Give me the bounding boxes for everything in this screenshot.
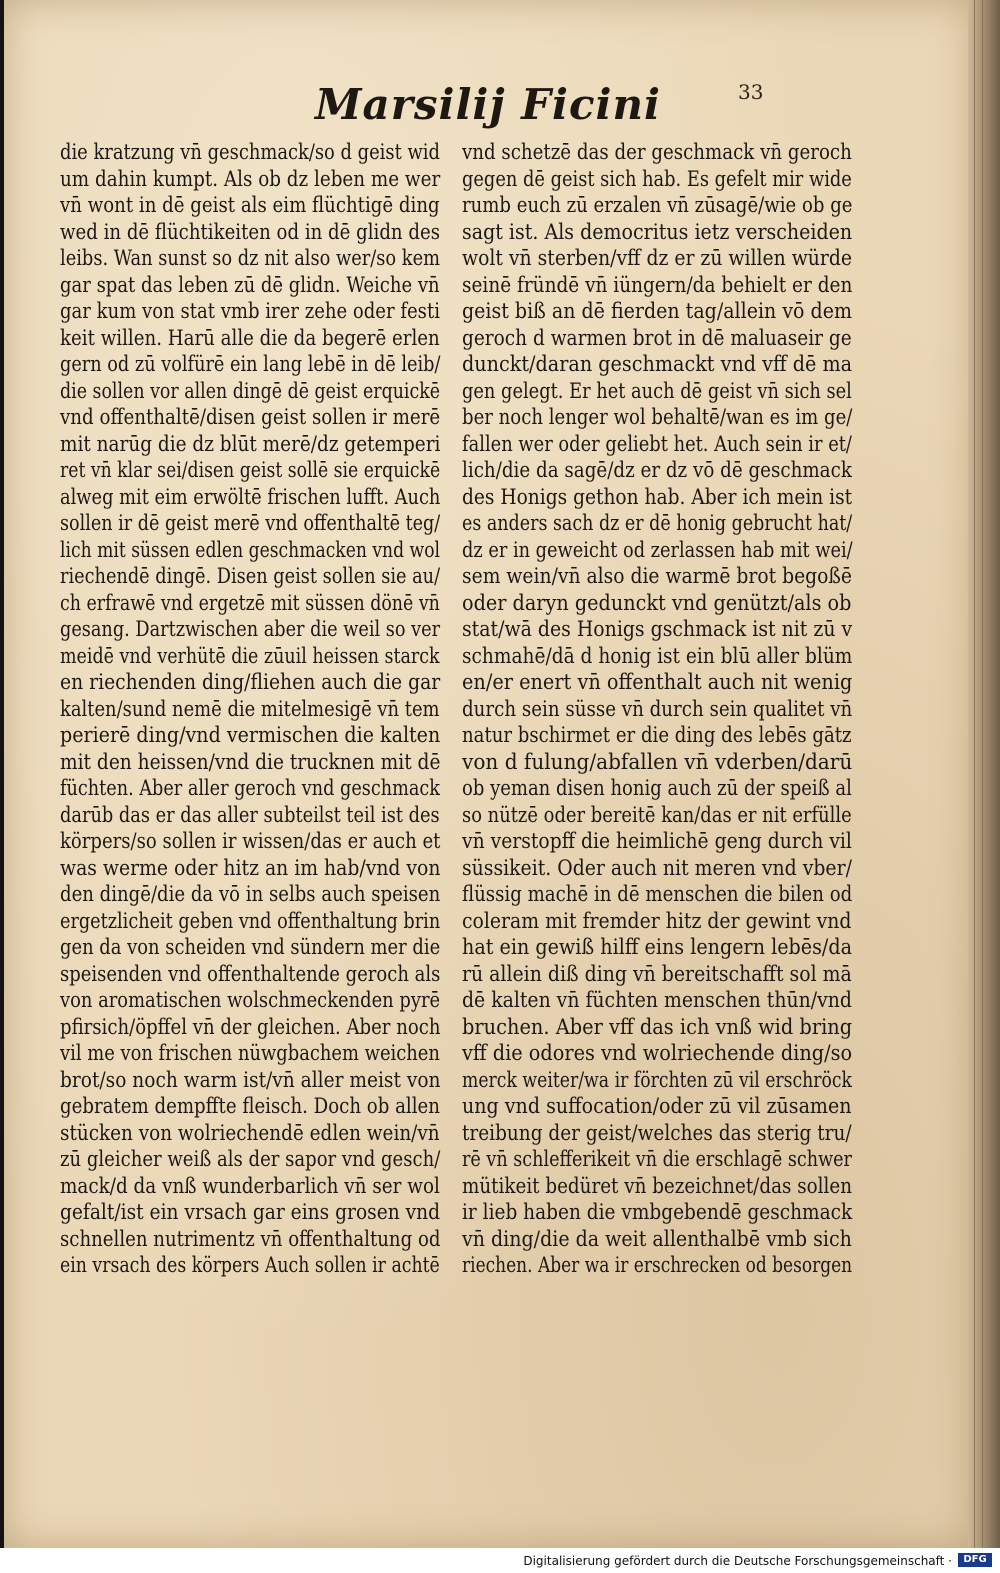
text-line: merck weiter/wa ir förchten zū vil erschröck (462, 1067, 853, 1093)
text-line: darūb das er das aller subteilst teil ist des (60, 802, 440, 828)
text-line: vff die odores vnd wolriechende ding/so (462, 1041, 853, 1066)
text-line: treibung der geist/welches das sterig tru/ (462, 1120, 852, 1146)
text-line: gern od zū volfürē ein lang lebē in dē leib/ (60, 352, 441, 377)
text-line: riechen. Aber wa ir erschrecken od besorgen (462, 1253, 853, 1278)
funding-notice: Digitalisierung gefördert durch die Deutsche Forschungsgemeinschaft · (523, 1554, 952, 1568)
text-line: leibs. Wan sunst so dz nit also wer/so kem (60, 246, 441, 271)
footer-bar (0, 1548, 1000, 1573)
text-line: die sollen vor allen dingē dē geist erquickē (60, 378, 441, 404)
text-line: von aromatischen wolschmeckenden pyrē (60, 988, 441, 1013)
text-line: sem wein/vn̄ also die warmē brot begoßē (462, 564, 853, 589)
text-line: stücken von wolriechendē edlen wein/vn̄ (60, 1120, 440, 1146)
text-line: rumb euch zū erzalen vn̄ zūsagē/wie ob ge (462, 193, 853, 218)
text-line: füchten. Aber aller geroch vnd geschmack (60, 776, 440, 801)
text-line: speisenden vnd offenthaltende geroch als (60, 961, 441, 987)
text-line: süssikeit. Oder auch nit meren vnd vber/ (462, 855, 852, 881)
text-line: natur bschirmet er die ding des lebēs gātz (462, 723, 852, 748)
text-line: coleram mit fremder hitz der gewint vnd (462, 908, 852, 934)
text-line: ein vrsach des körpers Auch sollen ir achtē (60, 1253, 440, 1278)
text-line: alweg mit eim erwöltē frischen lufft. Auch (60, 484, 441, 510)
text-line: en/er enert vn̄ offenthalt auch nit wenig (462, 670, 853, 695)
text-line: lich mit süssen edlen geschmacken vnd wol (60, 537, 441, 563)
text-line: was werme oder hitz an im hab/vnd von (60, 855, 441, 881)
text-line: rē vn̄ schlefferikeit vn̄ die erschlagē schwer (462, 1147, 852, 1172)
text-line: zū gleicher weiß als der sapor vnd gesch/ (60, 1147, 441, 1172)
text-line: ch erfrawē vnd ergetzē mit süssen dönē vn̄ (60, 590, 440, 616)
text-line: dunckt/daran geschmackt vnd vff dē ma (462, 352, 853, 377)
text-line: gar spat das leben zū dē glidn. Weiche vn̄ (60, 272, 440, 298)
text-line: sagt ist. Als democritus ietz verscheiden (462, 219, 853, 245)
book-page (4, 0, 972, 1548)
text-line: riechendē dingē. Disen geist sollen sie au/ (60, 564, 441, 589)
text-line: seinē fründē vn̄ iüngern/da behielt er den (462, 272, 853, 298)
text-line: wolt vn̄ sterben/vff dz er zū willen würde (462, 246, 853, 271)
text-line: vn̄ wont in dē geist als eim flüchtigē ding (60, 193, 440, 218)
text-line: stat/wā des Honigs gschmack ist nit zū v (462, 617, 853, 642)
text-line: geist biß an dē fierden tag/allein vō dem (462, 299, 852, 324)
text-line: vil me von frischen nüwgbachem weichen (60, 1041, 440, 1066)
text-column-right (462, 140, 852, 1280)
text-line: mit den heissen/vnd die trucknen mit dē (60, 749, 441, 775)
text-line: vnd offenthaltē/disen geist sollen ir merē (60, 405, 441, 430)
text-line: lich/die da sagē/dz er dz vō dē geschmack (462, 458, 852, 483)
text-line: pfirsich/öpffel vn̄ der gleichen. Aber noch (60, 1014, 441, 1040)
text-line: gebratem dempffte fleisch. Doch ob allen (60, 1094, 440, 1119)
text-line: vn̄ verstopff die heimlichē geng durch vil (462, 829, 852, 854)
text-line: durch sein süsse vn̄ durch sein qualitet vn̄ (462, 696, 853, 722)
text-line: oder daryn gedunckt vnd genützt/als ob (462, 590, 852, 616)
text-line: flüssig machē in dē menschen die bilen od (462, 882, 853, 907)
running-title: Marsilij Ficini (315, 80, 661, 129)
text-line: rū allein diß ding vn̄ bereitschafft sol mā (462, 961, 852, 987)
text-line: dē kalten vn̄ füchten menschen thūn/vnd (462, 988, 852, 1013)
text-column-left (60, 140, 440, 1280)
text-line: körpers/so sollen ir wissen/das er auch et (60, 829, 441, 854)
text-line: mütikeit bedüret vn̄ bezeichnet/das sollen (462, 1173, 853, 1199)
text-line: gen da von scheiden vnd sündern mer die (60, 935, 441, 960)
text-line: keit willen. Harū alle die da begerē erlen (60, 325, 440, 351)
text-line: ir lieb haben die vmbgebendē geschmack (462, 1200, 853, 1225)
text-line: schmahē/dā d honig ist ein blū aller blüm (462, 643, 853, 669)
text-line: geroch d warmen brot in dē maluaseir ge (462, 325, 852, 351)
text-line: den dingē/die da vō in selbs auch speisen (60, 882, 441, 907)
text-line: so nützē oder bereitē kan/das er nit erfülle (462, 802, 852, 828)
text-line: gefalt/ist ein vrsach gar eins grosen vnd (60, 1200, 441, 1225)
text-line: gar kum von stat vmb irer zehe oder festi (60, 299, 440, 324)
text-line: ob yeman disen honig auch zū der speiß al (462, 776, 852, 801)
text-line: von d fulung/abfallen vn̄ vderben/darū (462, 749, 853, 775)
text-line: kalten/sund nemē die mitelmesigē vn̄ tem (60, 696, 440, 722)
text-line: ret vn̄ klar sei/disen geist sollē sie erquickē (60, 458, 441, 483)
text-line: gesang. Dartzwischen aber die weil so ver (60, 617, 441, 642)
text-line: mit narūg die dz blūt merē/dz getemperi (60, 431, 441, 457)
text-line: en riechenden ding/fliehen auch die gar (60, 670, 441, 695)
text-line: um dahin kumpt. Als ob dz leben me wer (60, 166, 441, 192)
text-line: gegen dē geist sich hab. Es gefelt mir wide (462, 166, 852, 192)
text-line: vn̄ ding/die da weit allenthalbē vmb sich (462, 1226, 852, 1252)
text-line: ergetzlicheit geben vnd offenthaltung brin (60, 908, 441, 934)
text-line: es anders sach dz er dē honig gebrucht hat/ (462, 511, 853, 536)
folio-number: 33 (738, 80, 764, 104)
text-line: die kratzung vn̄ geschmack/so d geist wid (60, 140, 440, 165)
text-line: schnellen nutrimentz vn̄ offenthaltung od (60, 1226, 441, 1252)
dfg-logo: DFG (958, 1553, 992, 1567)
text-line: perierē ding/vnd vermischen die kalten (60, 723, 441, 748)
text-line: brot/so noch warm ist/vn̄ aller meist von (60, 1067, 441, 1093)
text-line: des Honigs gethon hab. Aber ich mein ist (462, 484, 853, 510)
text-line: fallen wer oder geliebt het. Auch sein ir et/ (462, 431, 852, 457)
text-line: ung vnd suffocation/oder zū vil zūsamen (462, 1094, 852, 1119)
page-edge (968, 0, 1000, 1548)
text-line: gen gelegt. Er het auch dē geist vn̄ sich sel (462, 378, 852, 404)
text-line: vnd schetzē das der geschmack vn̄ geroch (462, 140, 852, 165)
text-line: bruchen. Aber vff das ich vnß wid bring (462, 1014, 853, 1040)
text-line: dz er in geweicht od zerlassen hab mit wei/ (462, 537, 853, 563)
text-line: ber noch lenger wol behaltē/wan es im ge/ (462, 405, 853, 430)
text-line: meidē vnd verhütē die zūuil heissen starck (60, 643, 440, 669)
text-line: hat ein gewiß hilff eins lengern lebēs/da (462, 935, 853, 960)
text-line: sollen ir dē geist merē vnd offenthaltē teg/ (60, 511, 441, 536)
text-line: wed in dē flüchtikeiten od in dē glidn des (60, 219, 440, 245)
text-line: mack/d da vnß wunderbarlich vn̄ ser wol (60, 1173, 440, 1199)
